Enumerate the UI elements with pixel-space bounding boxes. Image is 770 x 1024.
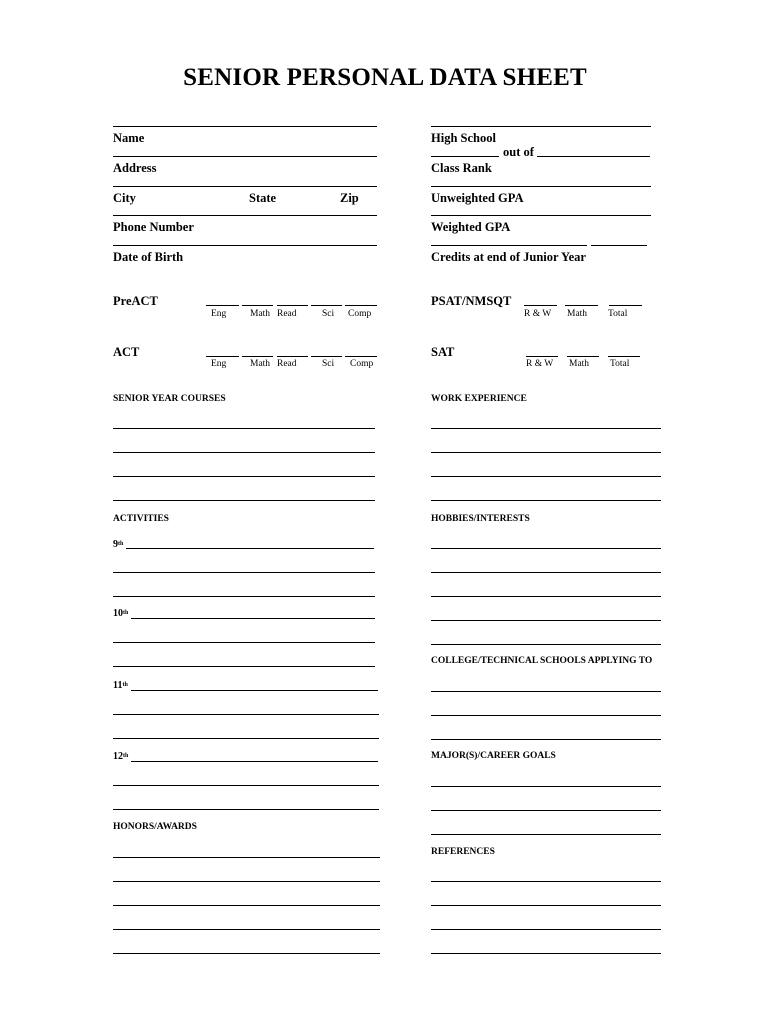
preact-comp-line[interactable] xyxy=(345,305,377,306)
dob-line[interactable] xyxy=(113,245,377,246)
act-label: ACT xyxy=(113,345,140,359)
sat-label: SAT xyxy=(431,345,455,359)
activity-10th-line[interactable] xyxy=(131,618,375,619)
high-school-line[interactable] xyxy=(431,126,651,127)
hobbies-heading: HOBBIES/INTERESTS xyxy=(431,514,530,524)
address-label: Address xyxy=(113,161,157,175)
act-read-label: Read xyxy=(277,359,297,369)
work-line[interactable] xyxy=(431,500,661,501)
preact-math-line[interactable] xyxy=(242,305,273,306)
senior-course-line[interactable] xyxy=(113,452,375,453)
major-line[interactable] xyxy=(431,786,661,787)
act-math-line[interactable] xyxy=(242,356,273,357)
act-comp-label: Comp xyxy=(350,359,374,369)
college-line[interactable] xyxy=(431,691,661,692)
college-line[interactable] xyxy=(431,715,661,716)
act-comp-line[interactable] xyxy=(345,356,377,357)
activity-line[interactable] xyxy=(113,714,379,715)
grade-11-number: 11 xyxy=(113,680,123,691)
activity-line[interactable] xyxy=(113,785,379,786)
city-label: City xyxy=(113,191,136,205)
senior-course-line[interactable] xyxy=(113,476,375,477)
honor-line[interactable] xyxy=(113,857,380,858)
activity-9th-line[interactable] xyxy=(126,548,374,549)
sat-total-line[interactable] xyxy=(608,356,640,357)
hobby-line[interactable] xyxy=(431,572,661,573)
unweighted-gpa-label: Unweighted GPA xyxy=(431,191,524,205)
page-title: SENIOR PERSONAL DATA SHEET xyxy=(183,64,587,91)
preact-comp-label: Comp xyxy=(348,309,372,319)
weighted-gpa-line[interactable] xyxy=(431,215,651,216)
activity-line[interactable] xyxy=(113,596,375,597)
psat-total-line[interactable] xyxy=(609,305,642,306)
psat-rw-label: R & W xyxy=(524,309,552,319)
city-state-zip-line[interactable] xyxy=(113,186,377,187)
honor-line[interactable] xyxy=(113,953,380,954)
reference-line[interactable] xyxy=(431,905,661,906)
activities-heading: ACTIVITIES xyxy=(113,514,169,524)
act-eng-line[interactable] xyxy=(206,356,239,357)
psat-label: PSAT/NMSQT xyxy=(431,294,512,308)
high-school-label: High School xyxy=(431,131,496,145)
address-line[interactable] xyxy=(113,156,377,157)
sat-math-label: Math xyxy=(569,359,590,369)
hobby-line[interactable] xyxy=(431,620,661,621)
grade-10-suffix: th xyxy=(123,610,129,616)
sat-rw-label: R & W xyxy=(526,359,554,369)
activity-11th-line[interactable] xyxy=(131,690,378,691)
preact-eng-line[interactable] xyxy=(206,305,239,306)
phone-label: Phone Number xyxy=(113,220,194,234)
activity-12th-line[interactable] xyxy=(131,761,378,762)
grade-11-label xyxy=(113,680,128,692)
work-line[interactable] xyxy=(431,428,661,429)
sat-rw-line[interactable] xyxy=(526,356,558,357)
hobby-line[interactable] xyxy=(431,596,661,597)
grade-12-suffix: th xyxy=(123,753,129,759)
college-line[interactable] xyxy=(431,739,661,740)
activity-line[interactable] xyxy=(113,642,375,643)
grade-12-number: 12 xyxy=(113,751,123,762)
grade-9-suffix: th xyxy=(118,541,124,547)
preact-math-label: Math xyxy=(250,309,271,319)
reference-line[interactable] xyxy=(431,881,661,882)
act-sci-line[interactable] xyxy=(311,356,342,357)
phone-line[interactable] xyxy=(113,215,377,216)
activity-line[interactable] xyxy=(113,809,379,810)
work-line[interactable] xyxy=(431,476,661,477)
credits-line-b[interactable] xyxy=(591,245,647,246)
psat-math-label: Math xyxy=(567,309,588,319)
senior-course-line[interactable] xyxy=(113,500,375,501)
honor-line[interactable] xyxy=(113,881,380,882)
grade-9-label xyxy=(113,539,123,551)
psat-rw-line[interactable] xyxy=(524,305,557,306)
psat-total-label: Total xyxy=(608,309,628,319)
major-line[interactable] xyxy=(431,810,661,811)
preact-read-label: Read xyxy=(277,309,297,319)
grade-10-label xyxy=(113,608,128,620)
grade-11-suffix: th xyxy=(122,682,128,688)
activity-line[interactable] xyxy=(113,738,379,739)
references-heading: REFERENCES xyxy=(431,847,495,857)
weighted-gpa-label: Weighted GPA xyxy=(431,220,511,234)
unweighted-gpa-line[interactable] xyxy=(431,186,651,187)
act-eng-label: Eng xyxy=(211,359,227,369)
dob-label: Date of Birth xyxy=(113,250,184,264)
activity-line[interactable] xyxy=(113,572,375,573)
senior-course-line[interactable] xyxy=(113,428,375,429)
college-heading: COLLEGE/TECHNICAL SCHOOLS APPLYING TO xyxy=(431,656,653,666)
major-heading: MAJOR(S)/CAREER GOALS xyxy=(431,751,556,761)
zip-label: Zip xyxy=(340,191,359,205)
act-math-label: Math xyxy=(250,359,271,369)
activity-line[interactable] xyxy=(113,666,375,667)
preact-eng-label: Eng xyxy=(211,309,227,319)
sat-total-label: Total xyxy=(610,359,630,369)
grade-9-number: 9 xyxy=(113,539,118,550)
grade-12-label xyxy=(113,751,128,763)
preact-read-line[interactable] xyxy=(277,305,308,306)
honor-line[interactable] xyxy=(113,929,380,930)
senior-courses-heading: SENIOR YEAR COURSES xyxy=(113,394,226,404)
reference-line[interactable] xyxy=(431,929,661,930)
act-read-line[interactable] xyxy=(277,356,308,357)
name-label: Name xyxy=(113,131,145,145)
reference-line[interactable] xyxy=(431,953,661,954)
hobby-line[interactable] xyxy=(431,644,661,645)
hobby-line[interactable] xyxy=(431,548,661,549)
work-experience-heading: WORK EXPERIENCE xyxy=(431,394,527,404)
psat-math-line[interactable] xyxy=(565,305,598,306)
class-rank-label: Class Rank xyxy=(431,161,492,175)
class-rank-line[interactable] xyxy=(431,156,499,157)
honor-line[interactable] xyxy=(113,905,380,906)
state-label: State xyxy=(249,191,277,205)
preact-sci-line[interactable] xyxy=(311,305,342,306)
work-line[interactable] xyxy=(431,452,661,453)
sat-math-line[interactable] xyxy=(567,356,599,357)
credits-line-a[interactable] xyxy=(431,245,587,246)
preact-sci-label: Sci xyxy=(322,309,335,319)
credits-label: Credits at end of Junior Year xyxy=(431,250,586,264)
grade-10-number: 10 xyxy=(113,608,123,619)
major-line[interactable] xyxy=(431,834,661,835)
class-size-line[interactable] xyxy=(537,156,650,157)
out-of-label: out of xyxy=(503,145,534,159)
act-sci-label: Sci xyxy=(322,359,335,369)
preact-label: PreACT xyxy=(113,294,158,308)
honors-heading: HONORS/AWARDS xyxy=(113,822,197,832)
name-line[interactable] xyxy=(113,126,377,127)
